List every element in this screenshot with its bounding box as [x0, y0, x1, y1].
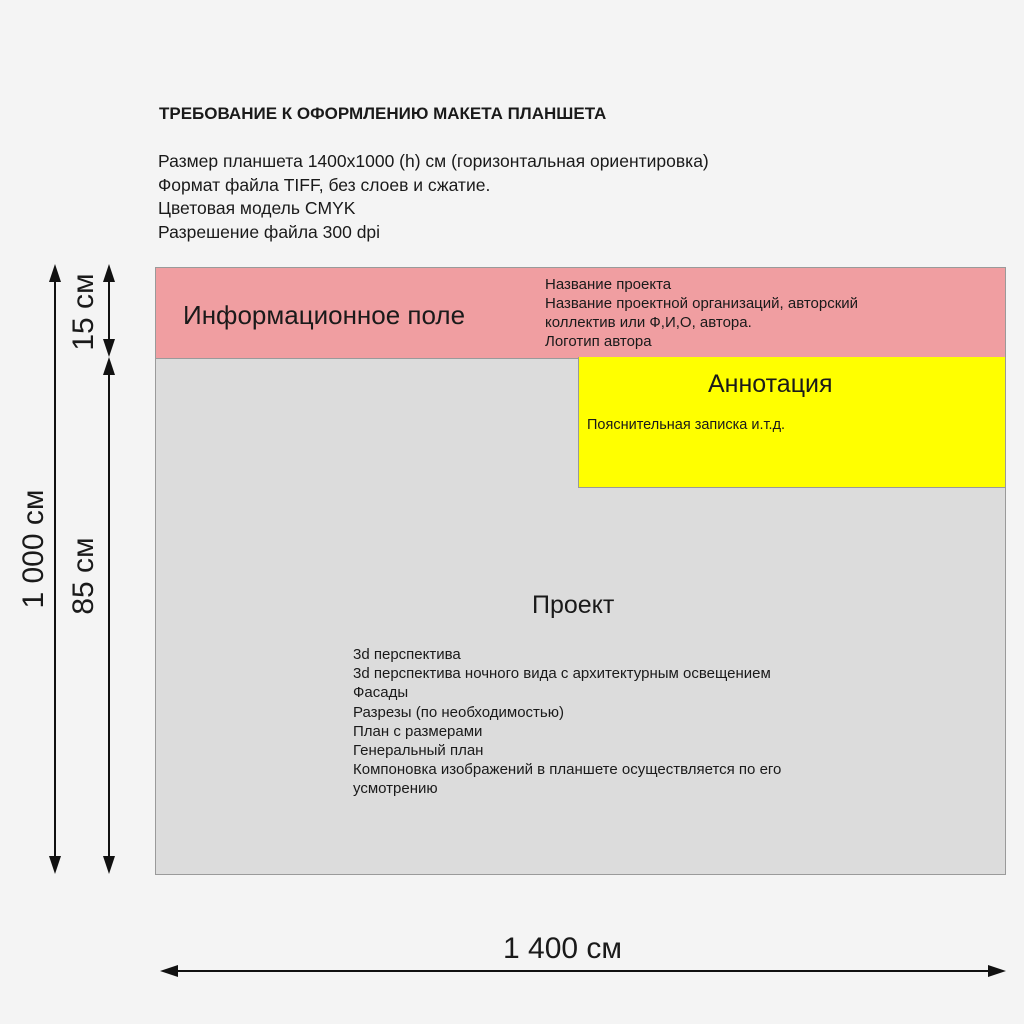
arrow-head-down-icon	[49, 856, 61, 874]
project-item: Генеральный план	[353, 742, 484, 760]
info-field-title: Информационное поле	[183, 300, 466, 330]
annotation-title: Аннотация	[708, 370, 833, 398]
project-item: Фасады	[353, 684, 409, 702]
arrow-head-down-icon	[103, 856, 115, 874]
spec-color-model: Цветовая модель CMYK	[158, 198, 356, 218]
project-item: План с размерами	[353, 722, 483, 740]
info-field-item: Логотип автора	[545, 333, 652, 350]
project-height-label: 85 см	[67, 537, 100, 615]
info-field-item: Название проектной организаций, авторский	[545, 295, 859, 312]
annotation-text: Пояснительная записка и.т.д.	[587, 417, 786, 433]
arrow-head-up-icon	[103, 264, 115, 282]
width-label: 1 400 см	[503, 932, 623, 965]
project-item: 3d перспектива ночного вида с архитектурным освещением	[353, 665, 771, 683]
spec-resolution: Разрешение файла 300 dpi	[158, 221, 381, 242]
arrow-head-up-icon	[103, 357, 115, 375]
arrow-head-left-icon	[160, 965, 178, 977]
project-item: 3d перспектива	[353, 646, 461, 663]
arrow-head-up-icon	[49, 264, 61, 282]
arrow-head-down-icon	[103, 339, 115, 357]
arrow-head-right-icon	[988, 965, 1006, 977]
spec-size: Размер планшета 1400х1000 (h) см (горизонтальная ориентировка)	[158, 151, 709, 171]
info-field-item: коллектив или Ф,И,О, автора.	[545, 314, 752, 331]
page-title: ТРЕБОВАНИЕ К ОФОРМЛЕНИЮ МАКЕТА ПЛАНШЕТА	[159, 104, 607, 123]
spec-format: Формат файла TIFF, без слоев и сжатие.	[158, 174, 491, 195]
info-height-label: 15 см	[67, 273, 100, 351]
project-item: Разрезы (по необходимостью)	[353, 703, 564, 721]
info-field-item: Название проекта	[545, 276, 672, 293]
project-item: Компоновка изображений в планшете осуществляется по его	[353, 761, 782, 779]
project-title: Проект	[532, 591, 615, 619]
total-height-label: 1 000 см	[17, 489, 50, 609]
project-item: усмотрению	[353, 780, 438, 798]
